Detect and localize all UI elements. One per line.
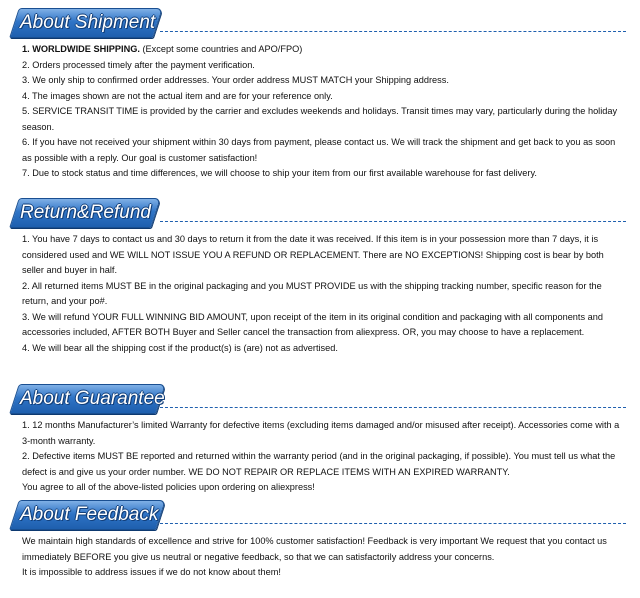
refund-item-3: 3. We will refund YOUR FULL WINNING BID AMOUNT, upon receipt of the item in its original condition and packaging with all components and accessories included, AFTER BOTH Buyer and Seller cancel the transaction from aliexpress. OR, you may choose to have a replacement. [22,311,603,337]
guarantee-item-1: 1. 12 months Manufacturer’s limited Warranty for defective items (excluding items damaged and/or misused after receipt). Accessories come with a 3-month warranty. [22,420,620,446]
feedback-divider [160,523,626,524]
refund-section [0,198,640,356]
shipment-item-1-bold: 1. WORLDWIDE SHIPPING. [22,44,140,54]
shipment-item-1 [22,42,626,58]
shipment-divider [160,31,626,32]
guarantee-item-2: 2. Defective items MUST BE reported and returned within the warranty period (and in the original packaging, if possible). You must tell us what the defect is and give us your order number. WE DO NOT REPAIR OR REPLACE ITEMS WITH AN EXPIRED WARRANTY. [22,451,616,477]
refund-item-2: 2. All returned items MUST BE in the original packaging and you MUST PROVIDE us with the shipping tracking number, specific reason for the return, and your po#. [22,280,602,306]
refund-item-1: 1. You have 7 days to contact us and 30 days to return it from the date it was received. If this item is in your possession more than 7 days, it is considered used and WE WILL NOT ISSUE YOU A REFUND OR REPLACEMENT. There are NO EXCEPTIONS! Shipping cost is bear by both seller and buyer in half. [22,234,604,275]
guarantee-item-3: You agree to all of the above-listed policies upon ordering on aliexpress! [22,482,315,492]
shipment-item-6: 6. If you have not received your shipment within 30 days from payment, please contact us. We will track the shipment and get back to you as soon as possible with a reply. Our goal is customer satisfaction! [22,137,616,163]
refund-divider [160,221,626,222]
feedback-section [0,500,640,581]
refund-body [0,228,640,356]
feedback-header [0,500,640,530]
shipment-item-3: 3. We only ship to confirmed order addresses. Your order address MUST MATCH your Shipping address. [22,75,449,85]
shipment-section [0,8,640,182]
feedback-body [0,530,640,581]
feedback-item-1: We maintain high standards of excellence and strive for 100% customer satisfaction! Feedback is very important We request that you contact us immediately BEFORE you give us neutral or negative feedback, so that we can satisfactorily address your concerns. [22,536,607,562]
guarantee-body [0,414,640,496]
shipment-item-7: 7. Due to stock status and time differences, we will choose to ship your item from our first available warehouse for fast delivery. [22,168,537,178]
refund-title: Return&Refund [20,202,151,223]
refund-header [0,198,640,228]
shipment-item-5: 5. SERVICE TRANSIT TIME is provided by the carrier and excludes weekends and holidays. Transit times may vary, particularly during the holiday season. [22,106,618,132]
shipment-item-4: 4. The images shown are not the actual item and are for your reference only. [22,90,333,101]
shipment-item-1-text: (Except some countries and APO/FPO) [139,44,303,54]
refund-item-4: 4. We will bear all the shipping cost if the product(s) is (are) not as advertised. [22,342,338,353]
guarantee-header [0,384,640,414]
guarantee-title: About Guarantee [20,388,165,409]
shipment-item-2: 2. Orders processed timely after the payment verification. [22,59,255,70]
feedback-item-2: It is impossible to address issues if we do not know about them! [22,567,281,577]
guarantee-divider [160,407,626,408]
shipment-title: About Shipment [20,12,156,33]
guarantee-section [0,384,640,496]
feedback-title: About Feedback [20,504,159,525]
shipment-body [0,38,640,182]
shipment-header [0,8,640,38]
